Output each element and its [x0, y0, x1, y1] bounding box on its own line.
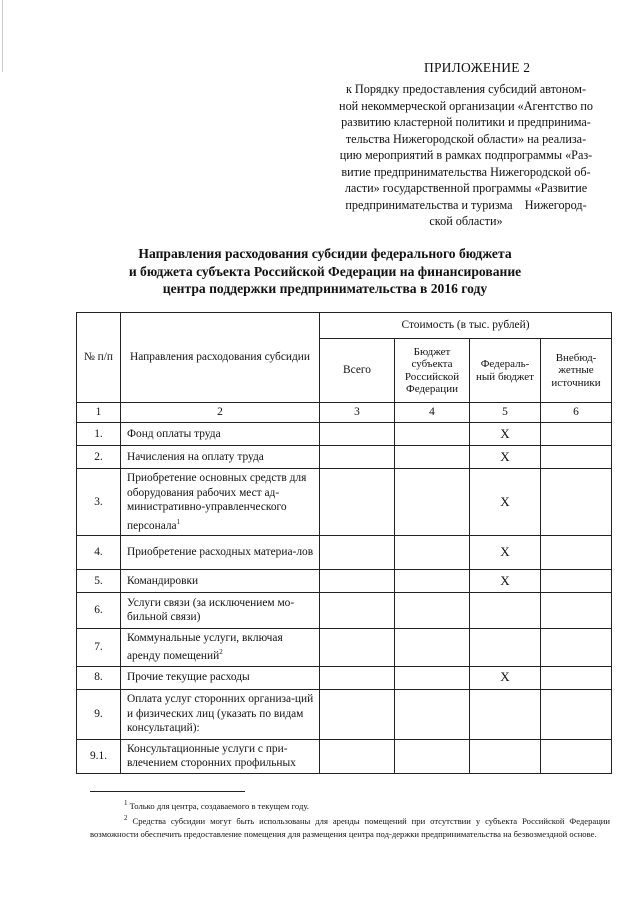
document-title-line: и бюджета субъекта Российской Федерации на финансирование — [128, 263, 522, 279]
table-row — [77, 628, 612, 666]
extra-cell — [541, 569, 612, 592]
footnote-text: Средства субсидии могут быть использованы для аренды помещений при отсутствии у субъекта Российской Федерации возможности обеспечить предоставление помещения для размещения центра под-держки предпринимательства на безвозмездной основе. — [90, 816, 610, 839]
table-row — [77, 569, 612, 592]
appendix-line: ной некоммерческой организации «Агентство по — [339, 98, 593, 113]
footnotes — [90, 797, 610, 841]
row-description: Оплата услуг сторонних организа-ций и физических лиц (указать по видам консультаций): — [121, 689, 320, 739]
appendix-body — [323, 81, 609, 230]
row-number: 1. — [77, 423, 121, 446]
footnote-divider — [90, 791, 245, 792]
header-regional-budget: Бюджет субъекта Российской Федерации — [395, 339, 470, 403]
expenditure-table — [76, 312, 612, 774]
row-number: 9.1. — [77, 739, 121, 773]
table-row — [77, 592, 612, 628]
federal-mark: Х — [470, 569, 541, 592]
appendix-line: тельства Нижегородской области» на реализа- — [345, 131, 587, 146]
extra-cell — [541, 592, 612, 628]
row-description: Фонд оплаты труда — [121, 423, 320, 446]
regional-cell — [395, 739, 470, 773]
extra-cell — [541, 446, 612, 469]
federal-mark: Х — [470, 469, 541, 536]
header-row — [77, 313, 612, 339]
extra-cell — [541, 535, 612, 569]
total-cell — [320, 569, 395, 592]
appendix-line: предпринимательства и туризма Нижегород- — [345, 197, 587, 212]
total-cell — [320, 592, 395, 628]
table-row — [77, 535, 612, 569]
row-description-text: Приобретение основных средств для оборудования рабочих мест ад-министративно-управленческого персонала — [127, 472, 307, 532]
regional-cell — [395, 666, 470, 689]
footnote-2 — [90, 812, 610, 840]
table-row — [77, 446, 612, 469]
extra-cell — [541, 666, 612, 689]
total-cell — [320, 666, 395, 689]
column-number: 4 — [395, 403, 470, 423]
column-number: 6 — [541, 403, 612, 423]
header-federal-budget: Федераль-ный бюджет — [470, 339, 541, 403]
column-number: 3 — [320, 403, 395, 423]
row-number: 5. — [77, 569, 121, 592]
row-number: 8. — [77, 666, 121, 689]
row-description — [121, 628, 320, 666]
extra-cell — [541, 739, 612, 773]
federal-mark: Х — [470, 423, 541, 446]
appendix-line: витие предпринимательства Нижегородской об- — [341, 164, 591, 179]
document-title-line: центра поддержки предпринимательства в 2016 году — [162, 281, 488, 296]
regional-cell — [395, 569, 470, 592]
appendix-line: цию мероприятий в рамках подпрограммы «Раз- — [339, 148, 593, 162]
row-number: 9. — [77, 689, 121, 739]
total-cell — [320, 446, 395, 469]
regional-cell — [395, 446, 470, 469]
row-description — [121, 469, 320, 536]
document-title — [60, 245, 590, 298]
total-cell — [320, 423, 395, 446]
federal-mark: Х — [470, 446, 541, 469]
regional-cell — [395, 592, 470, 628]
column-number: 1 — [77, 403, 121, 423]
row-description-text: Коммунальные услуги, включая аренду помещений — [127, 631, 283, 663]
row-description: Начисления на оплату труда — [121, 446, 320, 469]
table-row — [77, 469, 612, 536]
federal-mark — [470, 689, 541, 739]
document-title-line: Направления расходования субсидии федерального бюджета — [138, 246, 512, 261]
header-cost: Стоимость (в тыс. рублей) — [320, 313, 612, 339]
table-row — [77, 689, 612, 739]
appendix-line: ской области» — [429, 214, 503, 228]
regional-cell — [395, 628, 470, 666]
footnote-ref: 2 — [219, 648, 223, 657]
expenditure-table-wrap — [76, 312, 612, 774]
row-description: Командировки — [121, 569, 320, 592]
row-description: Услуги связи (за исключением мо-бильной связи) — [121, 592, 320, 628]
appendix-line: к Порядку предоставления субсидий автоном- — [345, 82, 587, 96]
row-description: Приобретение расходных материа-лов — [121, 535, 320, 569]
extra-cell — [541, 469, 612, 536]
extra-cell — [541, 423, 612, 446]
footnote-text: Только для центра, создаваемого в текущем году. — [129, 800, 309, 811]
regional-cell — [395, 535, 470, 569]
footnote-mark: 1 — [124, 799, 128, 807]
footnote-ref: 1 — [176, 517, 181, 526]
total-cell — [320, 689, 395, 739]
federal-mark: Х — [470, 666, 541, 689]
header-total: Всего — [320, 339, 395, 403]
total-cell — [320, 739, 395, 773]
extra-cell — [541, 628, 612, 666]
appendix-line: ласти» государственной программы «Развитие — [344, 181, 588, 195]
federal-mark: Х — [470, 535, 541, 569]
header-num: № п/п — [77, 313, 121, 403]
header-direction: Направления расходования субсидии — [121, 313, 320, 403]
federal-mark — [470, 739, 541, 773]
footnote-mark: 2 — [124, 814, 128, 823]
extra-cell — [541, 689, 612, 739]
column-number: 5 — [470, 403, 541, 423]
table-row — [77, 423, 612, 446]
appendix-line: развитию кластерной политики и предпринима- — [341, 115, 591, 129]
appendix-title: ПРИЛОЖЕНИЕ 2 — [424, 60, 531, 75]
scan-edge-mark — [2, 0, 3, 72]
federal-mark — [470, 592, 541, 628]
federal-mark — [470, 628, 541, 666]
row-number: 2. — [77, 446, 121, 469]
total-cell — [320, 469, 395, 536]
row-number: 6. — [77, 592, 121, 628]
total-cell — [320, 628, 395, 666]
table-row — [77, 739, 612, 773]
column-number: 2 — [121, 403, 320, 423]
table-row — [77, 666, 612, 689]
regional-cell — [395, 689, 470, 739]
footnote-1 — [90, 797, 610, 812]
row-description: Прочие текущие расходы — [121, 666, 320, 689]
header-extra-budget: Внебюд-жетные источники — [541, 339, 612, 403]
row-number: 7. — [77, 628, 121, 666]
row-number: 3. — [77, 469, 121, 536]
row-number: 4. — [77, 535, 121, 569]
total-cell — [320, 535, 395, 569]
regional-cell — [395, 423, 470, 446]
regional-cell — [395, 469, 470, 536]
column-number-row — [77, 403, 612, 423]
row-description: Консультационные услуги с при-влечением сторонних профильных — [121, 739, 320, 773]
